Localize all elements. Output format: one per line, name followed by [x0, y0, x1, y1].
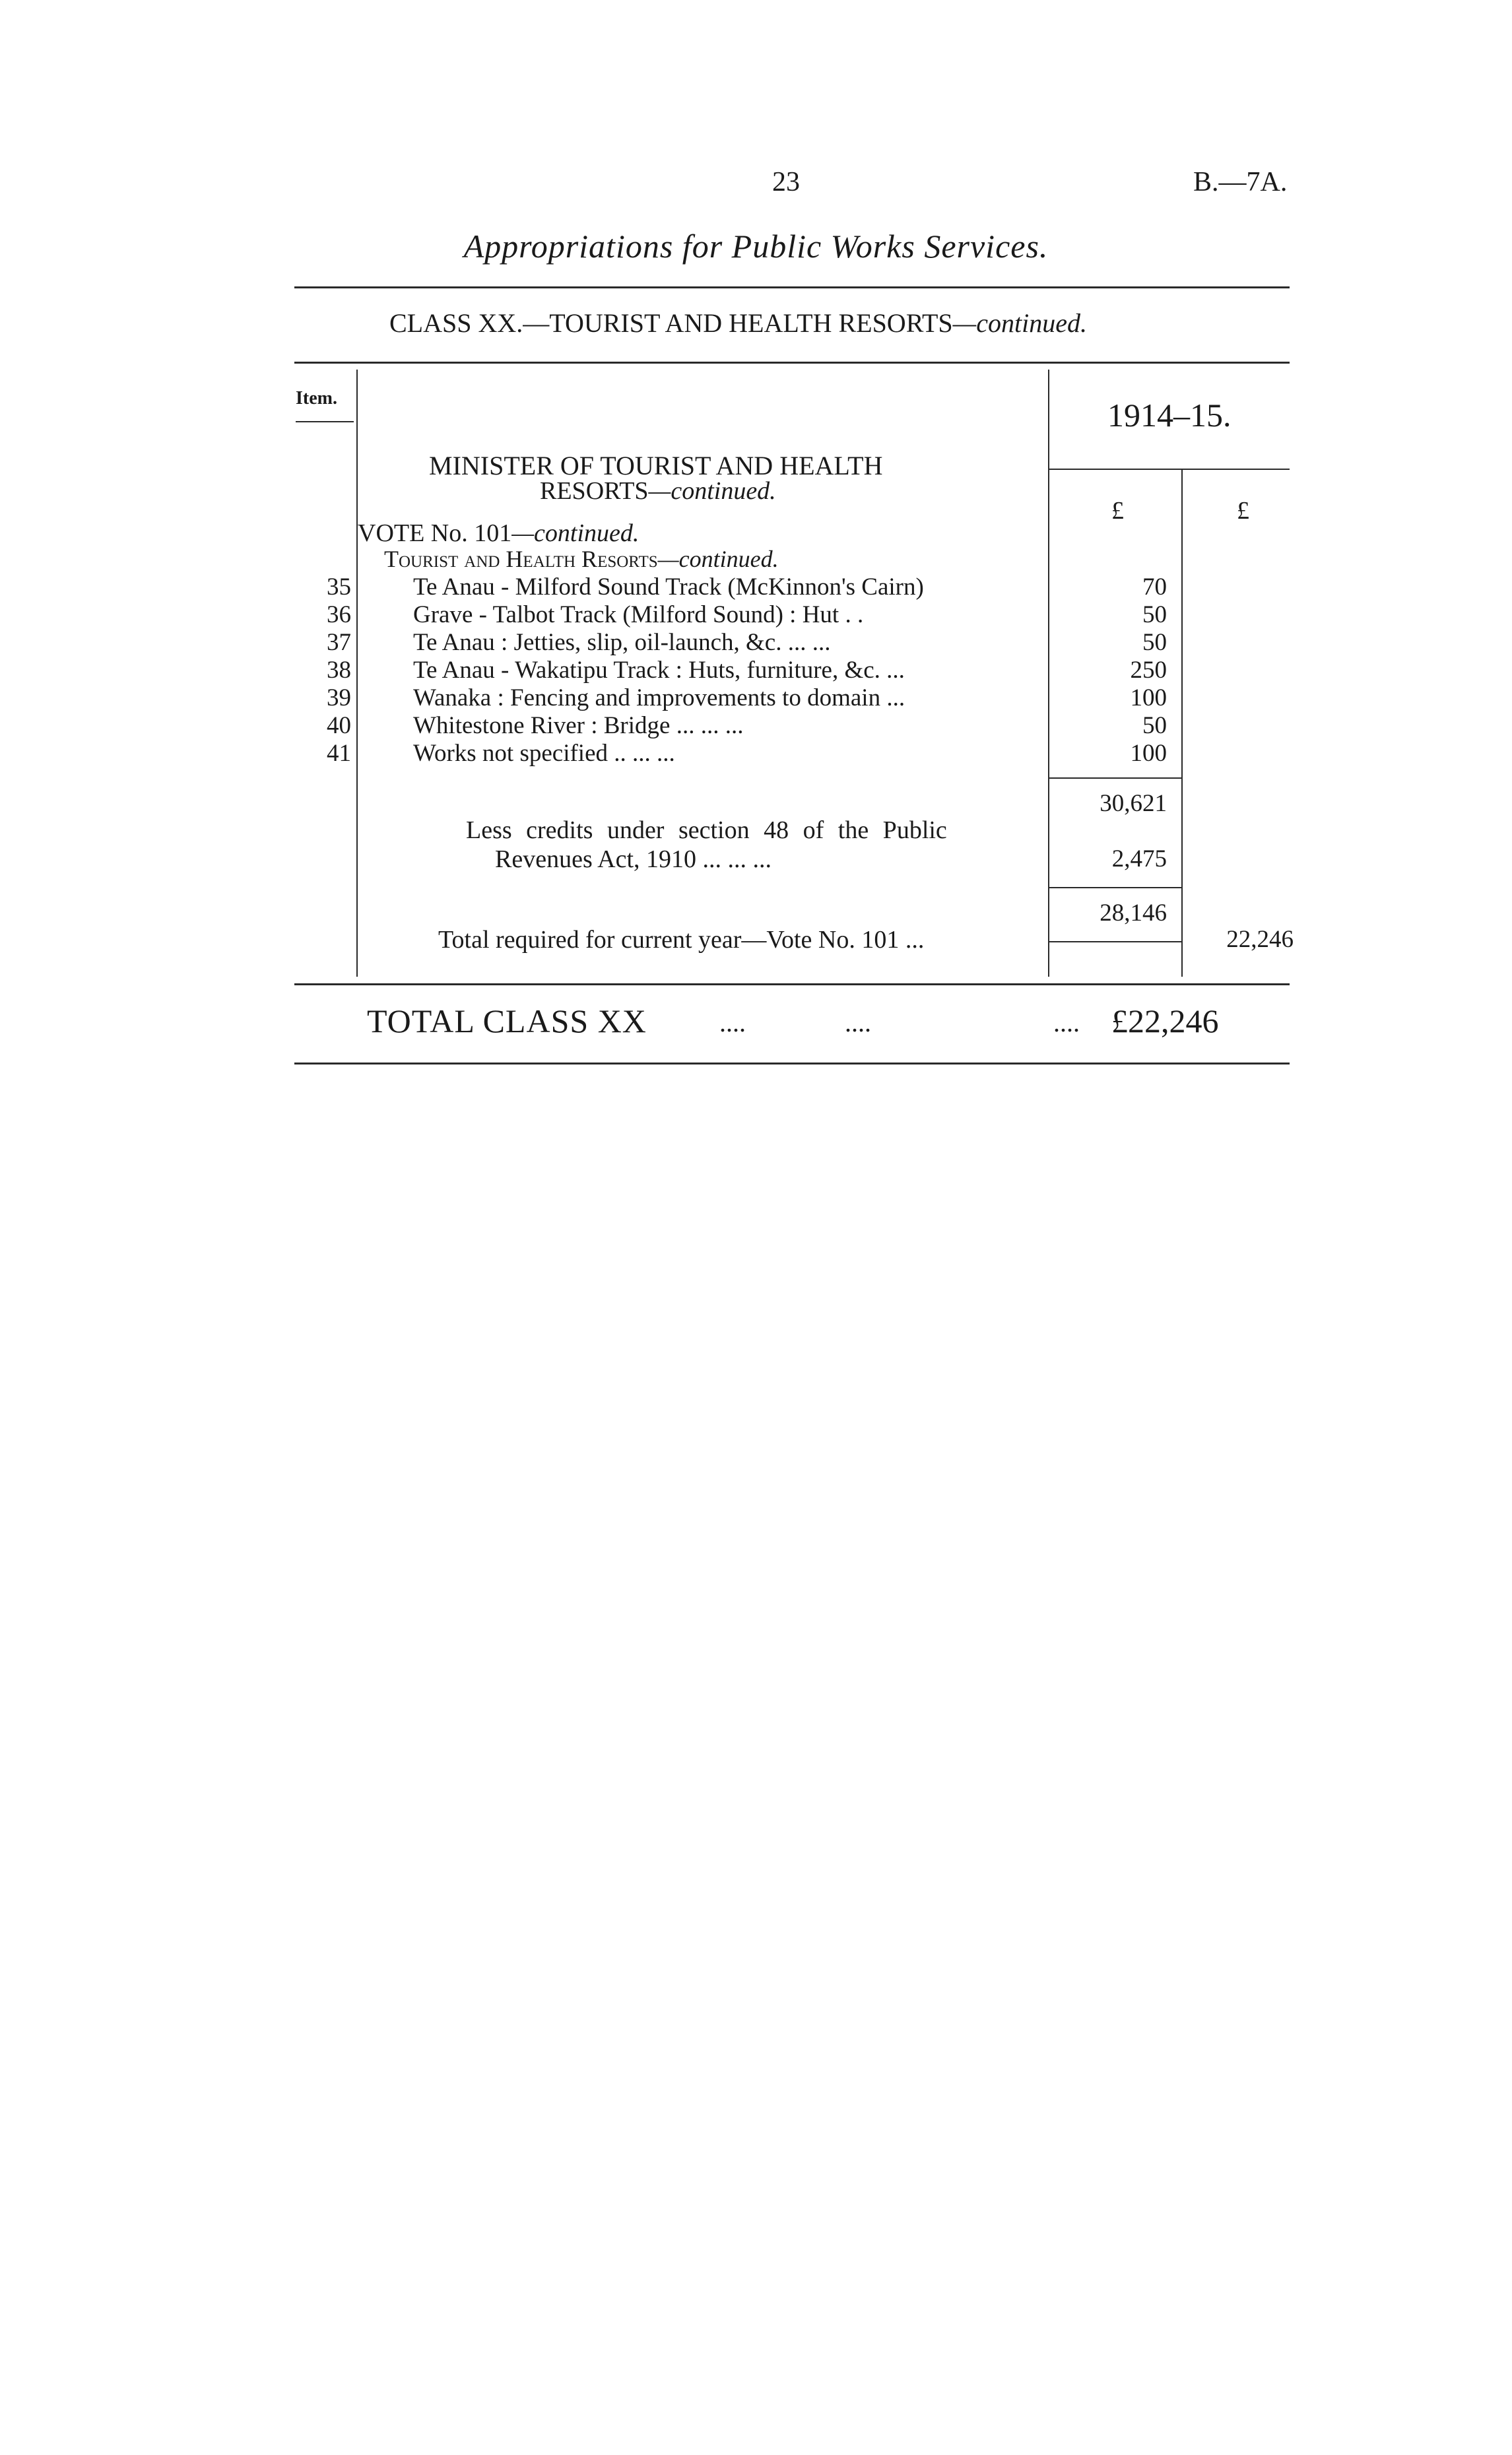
period-header: 1914–15.	[1107, 397, 1232, 434]
document-reference: B.—7A.	[1193, 167, 1288, 197]
table-row	[0, 739, 1512, 767]
item-description: Whitestone River : Bridge ... ... ...	[413, 712, 744, 739]
item-amount: 100	[1130, 684, 1167, 711]
currency-header-amount: £	[1111, 497, 1124, 525]
subheading-label: Tourist and Health Resorts	[384, 546, 658, 572]
section-title-line2: RESORTS	[540, 477, 649, 505]
subtotal-rule	[1049, 777, 1181, 779]
item-amount: 50	[1142, 629, 1167, 656]
currency-header-total: £	[1237, 497, 1249, 525]
section-title-continued	[540, 476, 776, 506]
table-row	[0, 711, 1512, 739]
table-row	[0, 656, 1512, 684]
item-column-header: Item.	[296, 388, 337, 409]
page-number: 23	[772, 167, 800, 197]
item-amount: 70	[1142, 573, 1167, 601]
vote-heading	[358, 519, 639, 548]
table-row	[0, 601, 1512, 628]
table-row	[0, 684, 1512, 711]
subheading	[384, 545, 779, 573]
table-top-rule	[294, 362, 1290, 364]
less-credits-label: Less credits under section 48 of the Public	[466, 816, 947, 844]
less-credits-label-continued: Revenues Act, 1910 ... ... ...	[495, 845, 772, 873]
section-title-suffix: —continued.	[648, 477, 776, 505]
vote-label: VOTE No. 101	[358, 519, 512, 547]
dot-leader: ....	[1053, 1008, 1080, 1037]
item-number: 37	[327, 629, 351, 656]
item-number: 41	[327, 740, 351, 767]
item-description: Grave - Talbot Track (Milford Sound) : Hut . .	[413, 601, 864, 628]
item-number: 35	[327, 573, 351, 601]
net-amount: 28,146	[1100, 900, 1167, 927]
dot-leader: ....	[719, 1008, 746, 1037]
item-description: Te Anau - Milford Sound Track (McKinnon's Cairn)	[413, 573, 924, 601]
class-heading-suffix: —continued.	[952, 308, 1087, 338]
period-header-rule	[1049, 469, 1290, 470]
subtotal-amount: 30,621	[1100, 790, 1167, 817]
item-amount: 50	[1142, 712, 1167, 739]
net-rule	[1049, 887, 1181, 888]
item-number: 36	[327, 601, 351, 628]
footer-rule	[294, 1063, 1290, 1064]
item-amount: 250	[1130, 657, 1167, 684]
total-required-label: Total required for current year—Vote No. 101 ...	[438, 926, 925, 954]
item-amount: 50	[1142, 601, 1167, 628]
item-number: 39	[327, 684, 351, 711]
item-description: Te Anau - Wakatipu Track : Huts, furniture, &c. ...	[413, 657, 905, 684]
total-required-amount: 22,246	[1226, 926, 1294, 953]
item-amount: 100	[1130, 740, 1167, 767]
header-rule	[294, 286, 1290, 288]
class-heading	[389, 308, 1087, 339]
item-description: Works not specified .. ... ...	[413, 740, 675, 767]
grand-total-label: TOTAL CLASS XX	[367, 1002, 647, 1039]
grand-total-amount: £22,246	[1111, 1002, 1219, 1039]
dot-leader: ....	[845, 1008, 871, 1037]
page-title: Appropriations for Public Works Services.	[463, 228, 1049, 265]
subheading-suffix: —continued.	[657, 546, 779, 572]
net-bottom-rule	[1049, 941, 1181, 942]
item-description: Te Anau : Jetties, slip, oil-launch, &c. ... ...	[413, 629, 831, 656]
item-number: 38	[327, 657, 351, 684]
table-row	[0, 573, 1512, 601]
less-credits-amount: 2,475	[1111, 845, 1167, 872]
item-description: Wanaka : Fencing and improvements to domain ...	[413, 684, 905, 711]
table-bottom-rule	[294, 983, 1290, 985]
vote-suffix: —continued.	[511, 519, 640, 547]
table-row	[0, 628, 1512, 656]
item-number: 40	[327, 712, 351, 739]
item-header-rule	[296, 421, 354, 422]
class-heading-main: CLASS XX.—TOURIST AND HEALTH RESORTS	[389, 308, 953, 338]
section-title: MINISTER OF TOURIST AND HEALTH	[429, 451, 883, 480]
